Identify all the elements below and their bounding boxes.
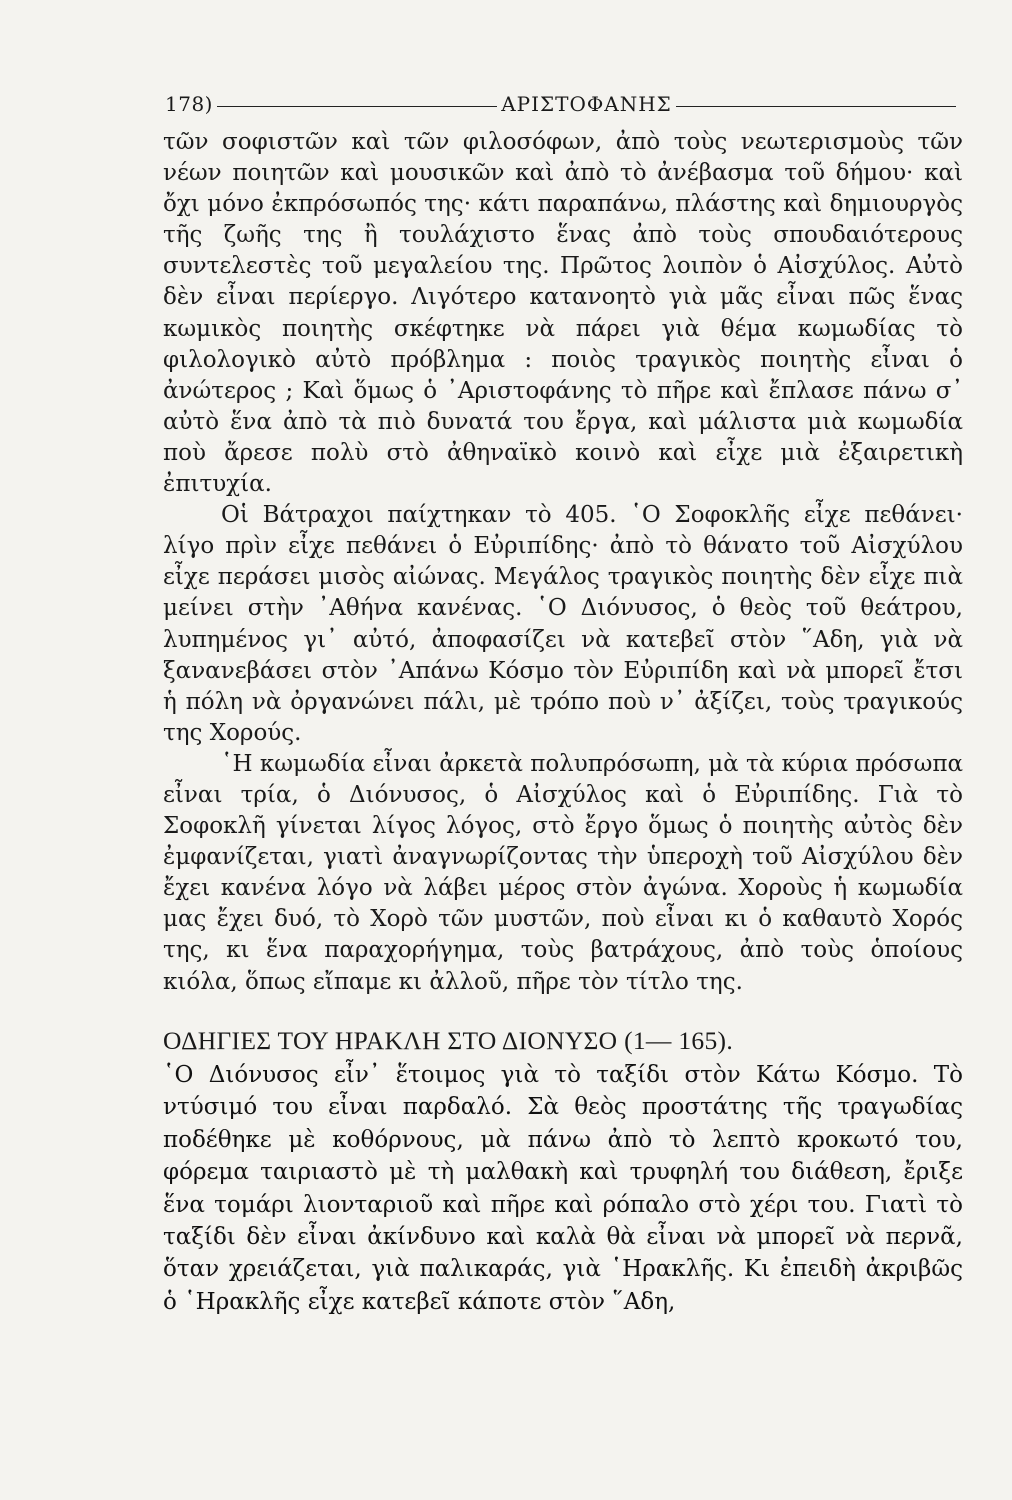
running-header bbox=[165, 92, 960, 116]
running-title: ΑΡΙΣΤΟΦΑΝΗΣ bbox=[501, 92, 672, 116]
main-text bbox=[163, 127, 963, 998]
paragraph: Οἱ Βάτραχοι παίχτηκαν τὸ 405. ῾Ο Σοφοκλῆς εἶχε πεθάνει· λίγο πρὶν εἶχε πεθάνει ὁ Εὐριπίδης· ἀπὸ τὸ θάνατο τοῦ Αἰσχύλου εἶχε περάσει μισὸς αἰώνας. Μεγάλος τραγικὸς ποιητὴς δὲν εἶχε πιὰ μείνει στὴν ᾿Αθήνα κανένας. ῾Ο Διόνυσος, ὁ θεὸς τοῦ θεάτρου, λυπημένος γι᾿ αὐτό, ἀποφασίζει νὰ κατεβεῖ στὸν ῞Αδη, γιὰ νὰ ξανανεβάσει στὸν ᾿Απάνω Κόσμο τὸν Εὐριπίδη καὶ νὰ μπορεῖ ἔτσι ἡ πόλη νὰ ὀργανώνει πάλι, μὲ τρόπο ποὺ ν᾿ ἀξίζει, τοὺς τραγικούς της Χορούς. bbox=[163, 502, 963, 746]
header-rule-left bbox=[217, 106, 497, 107]
page-number: 178) bbox=[165, 92, 213, 116]
section-heading: ΟΔΗΓΙΕΣ ΤΟΥ ΗΡΑΚΛΗ ΣΤΟ ΔΙΟΝΥΣΟ (1— 165). bbox=[163, 1026, 733, 1055]
header-rule-right bbox=[676, 106, 956, 107]
paragraph: ῾Ο Διόνυσος εἶν᾿ ἕτοιμος γιὰ τὸ ταξίδι στὸν Κάτω Κόσμο. Τὸ ντύσιμό του εἶναι παρδαλό. Σὰ θεὸς προστάτης τῆς τραγωδίας ποδέθηκε μὲ κοθόρνους, μὰ πάνω ἀπὸ τὸ λεπτὸ κροκωτό του, φόρεμα ταιριαστὸ μὲ τὴ μαλθακὴ καὶ τρυφηλή του διάθεση, ἔριξε ἕνα τομάρι λιονταριοῦ καὶ πῆρε καὶ ρόπαλο στὸ χέρι του. Γιατὶ τὸ ταξίδι δὲν εἶναι ἀκίνδυνο καὶ καλὰ θὰ εἶναι νὰ μπορεῖ νὰ περνᾶ, ὅταν χρειάζεται, γιὰ παλικαράς, γιὰ ῾Ηρακλῆς. Κι ἐπειδὴ ἀκριβῶς ὁ ῾Ηρακλῆς εἶχε κατεβεῖ κάποτε στὸν ῞Αδη, bbox=[163, 1062, 963, 1315]
section-text bbox=[163, 1059, 963, 1318]
paragraph: ῾Η κωμωδία εἶναι ἀρκετὰ πολυπρόσωπη, μὰ τὰ κύρια πρόσωπα εἶναι τρία, ὁ Διόνυσος, ὁ Αἰσχύλος καὶ ὁ Εὐριπίδης. Γιὰ τὸ Σοφοκλῆ γίνεται λίγος λόγος, στὸ ἔργο ὅμως ὁ ποιητὴς αὐτὸς δὲν ἐμφανίζεται, γιατὶ ἀναγνωρίζοντας τὴν ὑπεροχὴ τοῦ Αἰσχύλου δὲν ἔχει κανένα λόγο νὰ λάβει μέρος στὸν ἀγώνα. Χοροὺς ἡ κωμωδία μας ἔχει δυό, τὸ Χορὸ τῶν μυστῶν, ποὺ εἶναι κι ὁ καθαυτὸ Χορός της, κι ἕνα παραχορήγημα, τοὺς βατράχους, ἀπὸ τοὺς ὁποίους κιόλα, ὅπως εἴπαμε κι ἀλλοῦ, πῆρε τὸν τίτλο της. bbox=[163, 750, 963, 995]
paragraph: τῶν σοφιστῶν καὶ τῶν φιλοσόφων, ἀπὸ τοὺς νεωτερισμοὺς τῶν νέων ποιητῶν καὶ μουσικῶν καὶ ἀπὸ τὸ ἀνέβασμα τοῦ δήμου· καὶ ὄχι μόνο ἐκπρόσωπός της· κάτι παραπάνω, πλάστης καὶ δημιουργὸς τῆς ζωῆς της ἢ τουλάχιστο ἕνας ἀπὸ τοὺς σπουδαιότερους συντελεστὲς τοῦ μεγαλείου της. Πρῶτος λοιπὸν ὁ Αἰσχύλος. Αὐτὸ δὲν εἶναι περίεργο. Λιγότερο κατανοητὸ γιὰ μᾶς εἶναι πῶς ἕνας κωμικὸς ποιητὴς σκέφτηκε νὰ πάρει γιὰ θέμα κωμωδίας τὸ φιλολογικὸ αὐτὸ πρόβλημα : ποιὸς τραγικὸς ποιητὴς εἶναι ὁ ἀνώτερος ; Καὶ ὅμως ὁ ᾿Αριστοφάνης τὸ πῆρε καὶ ἔπλασε πάνω σ᾿ αὐτὸ ἕνα ἀπὸ τὰ πιὸ δυνατά του ἔργα, καὶ μάλιστα μιὰ κωμωδία ποὺ ἄρεσε πολὺ στὸ ἀθηναϊκὸ κοινὸ καὶ εἶχε μιὰ ἐξαιρετικὴ ἐπιτυχία. bbox=[163, 129, 963, 498]
